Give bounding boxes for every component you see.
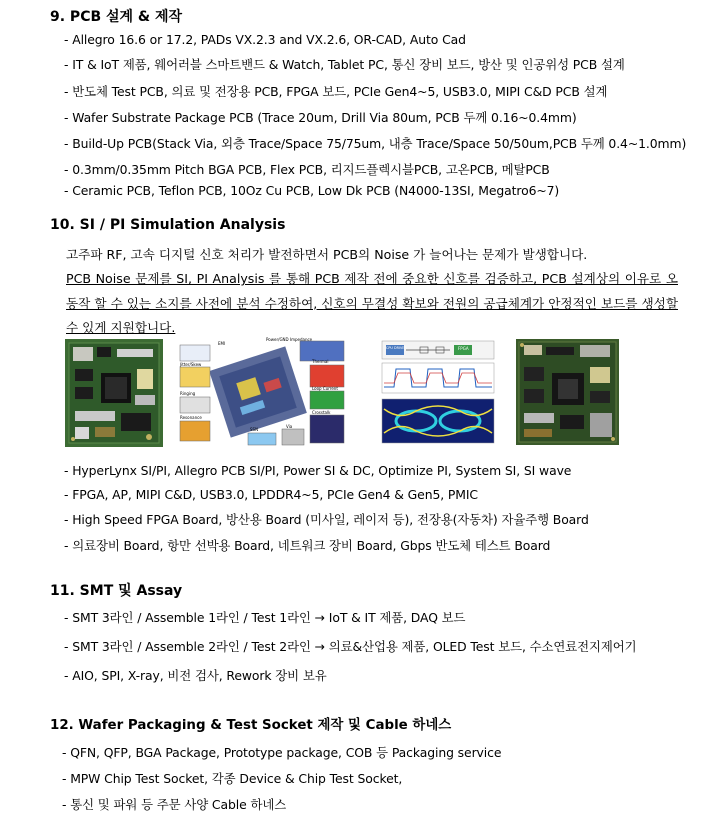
signal-integrity-eye-diagram (380, 337, 496, 447)
label-resonance: Resonance (180, 415, 202, 420)
list-item: - 0.3mm/0.35mm Pitch BGA PCB, Flex PCB, 리지드플렉시블PCB, 고온PCB, 메탈PCB (64, 162, 550, 177)
list-item: - Build-Up PCB(Stack Via, 외층 Trace/Space 75/75um, 내층 Trace/Space 50/50um,PCB 두께 0.4~1.0mm) (64, 136, 687, 151)
label-via: Via (286, 424, 293, 429)
section-10-paragraph (66, 243, 678, 340)
label-cpu: CPU DRIVER (386, 346, 407, 350)
list-item: - 의료장비 Board, 항만 선박용 Board, 네트워크 장비 Board, Gbps 반도체 테스트 Board (64, 538, 551, 553)
label-fpga: FPGA (458, 346, 469, 351)
label-thermal: Thermal (312, 359, 329, 364)
pcb-board-photo (65, 339, 163, 447)
list-item: - SMT 3라인 / Assemble 2라인 / Test 2라인 → 의료&산업용 제품, OLED Test 보드, 수소연료전지제어기 (64, 639, 637, 654)
section-10-title: 10. SI / PI Simulation Analysis (50, 217, 286, 233)
fpga-board-photo (516, 339, 619, 445)
list-item: - 반도체 Test PCB, 의료 및 전장용 PCB, FPGA 보드, PCIe Gen4~5, USB3.0, MIPI C&D PCB 설계 (64, 84, 608, 99)
section-11-title: 11. SMT 및 Assay (50, 583, 183, 599)
section-12-title: 12. Wafer Packaging & Test Socket 제작 및 Cable 하네스 (50, 718, 452, 733)
list-item: - MPW Chip Test Socket, 각종 Device & Chip Test Socket, (62, 771, 403, 786)
label-jitter: Jitter/Skew (180, 362, 202, 367)
label-ringing: Ringing (180, 391, 196, 396)
list-item: - IT & IoT 제품, 웨어러블 스마트밴드 & Watch, Tablet PC, 통신 장비 보드, 방산 및 인공위성 PCB 설계 (64, 57, 625, 72)
label-emi: EMI (218, 341, 226, 346)
paragraph-underlined: PCB Noise 문제를 SI, PI Analysis 를 통해 PCB 제작 전에 중요한 신호를 검증하고, PCB 설계상의 이유로 오 동작 할 수 있는 소지를 사전에 분석 수정하여, 신호의 무결성 확보와 전원의 공급체계가 안정적인 보드를 생성할 수 있게 지원합니다. (66, 271, 678, 335)
list-item: - 통신 및 파워 등 주문 사양 Cable 하네스 (62, 797, 287, 812)
list-item: - Allegro 16.6 or 17.2, PADs VX.2.3 and VX.2.6, OR-CAD, Auto Cad (64, 32, 466, 47)
list-item: - High Speed FPGA Board, 방산용 Board (미사일, 레이저 등), 전장용(자동차) 자율주행 Board (64, 512, 589, 527)
label-loop: Loop Current (312, 386, 338, 391)
list-item: - FPGA, AP, MIPI C&D, USB3.0, LPDDR4~5, PCIe Gen4 & Gen5, PMIC (64, 487, 478, 502)
label-crosstalk: Crosstalk (312, 410, 331, 415)
list-item: - AIO, SPI, X-ray, 비전 검사, Rework 장비 보유 (64, 668, 327, 683)
section-9-title: 9. PCB 설계 & 제작 (50, 9, 183, 25)
list-item: - Wafer Substrate Package PCB (Trace 20um, Drill Via 80um, PCB 두께 0.16~0.4mm) (64, 110, 577, 125)
paragraph-plain: 고주파 RF, 고속 디지털 신호 처리가 발전하면서 PCB의 Noise 가 늘어나는 문제가 발생합니다. (66, 247, 588, 262)
label-ssn: SSN (250, 427, 259, 432)
list-item: - SMT 3라인 / Assemble 1라인 / Test 1라인 → IoT & IT 제품, DAQ 보드 (64, 610, 466, 625)
list-item: - Ceramic PCB, Teflon PCB, 10Oz Cu PCB, Low Dk PCB (N4000-13SI, Megatro6~7) (64, 183, 560, 198)
list-item: - HyperLynx SI/PI, Allegro PCB SI/PI, Power SI & DC, Optimize PI, System SI, SI wave (64, 463, 572, 478)
si-pi-simulation-collage (178, 337, 348, 447)
list-item: - QFN, QFP, BGA Package, Prototype package, COB 등 Packaging service (62, 745, 502, 760)
label-sim-center: Power/GND Impedance (266, 337, 313, 342)
